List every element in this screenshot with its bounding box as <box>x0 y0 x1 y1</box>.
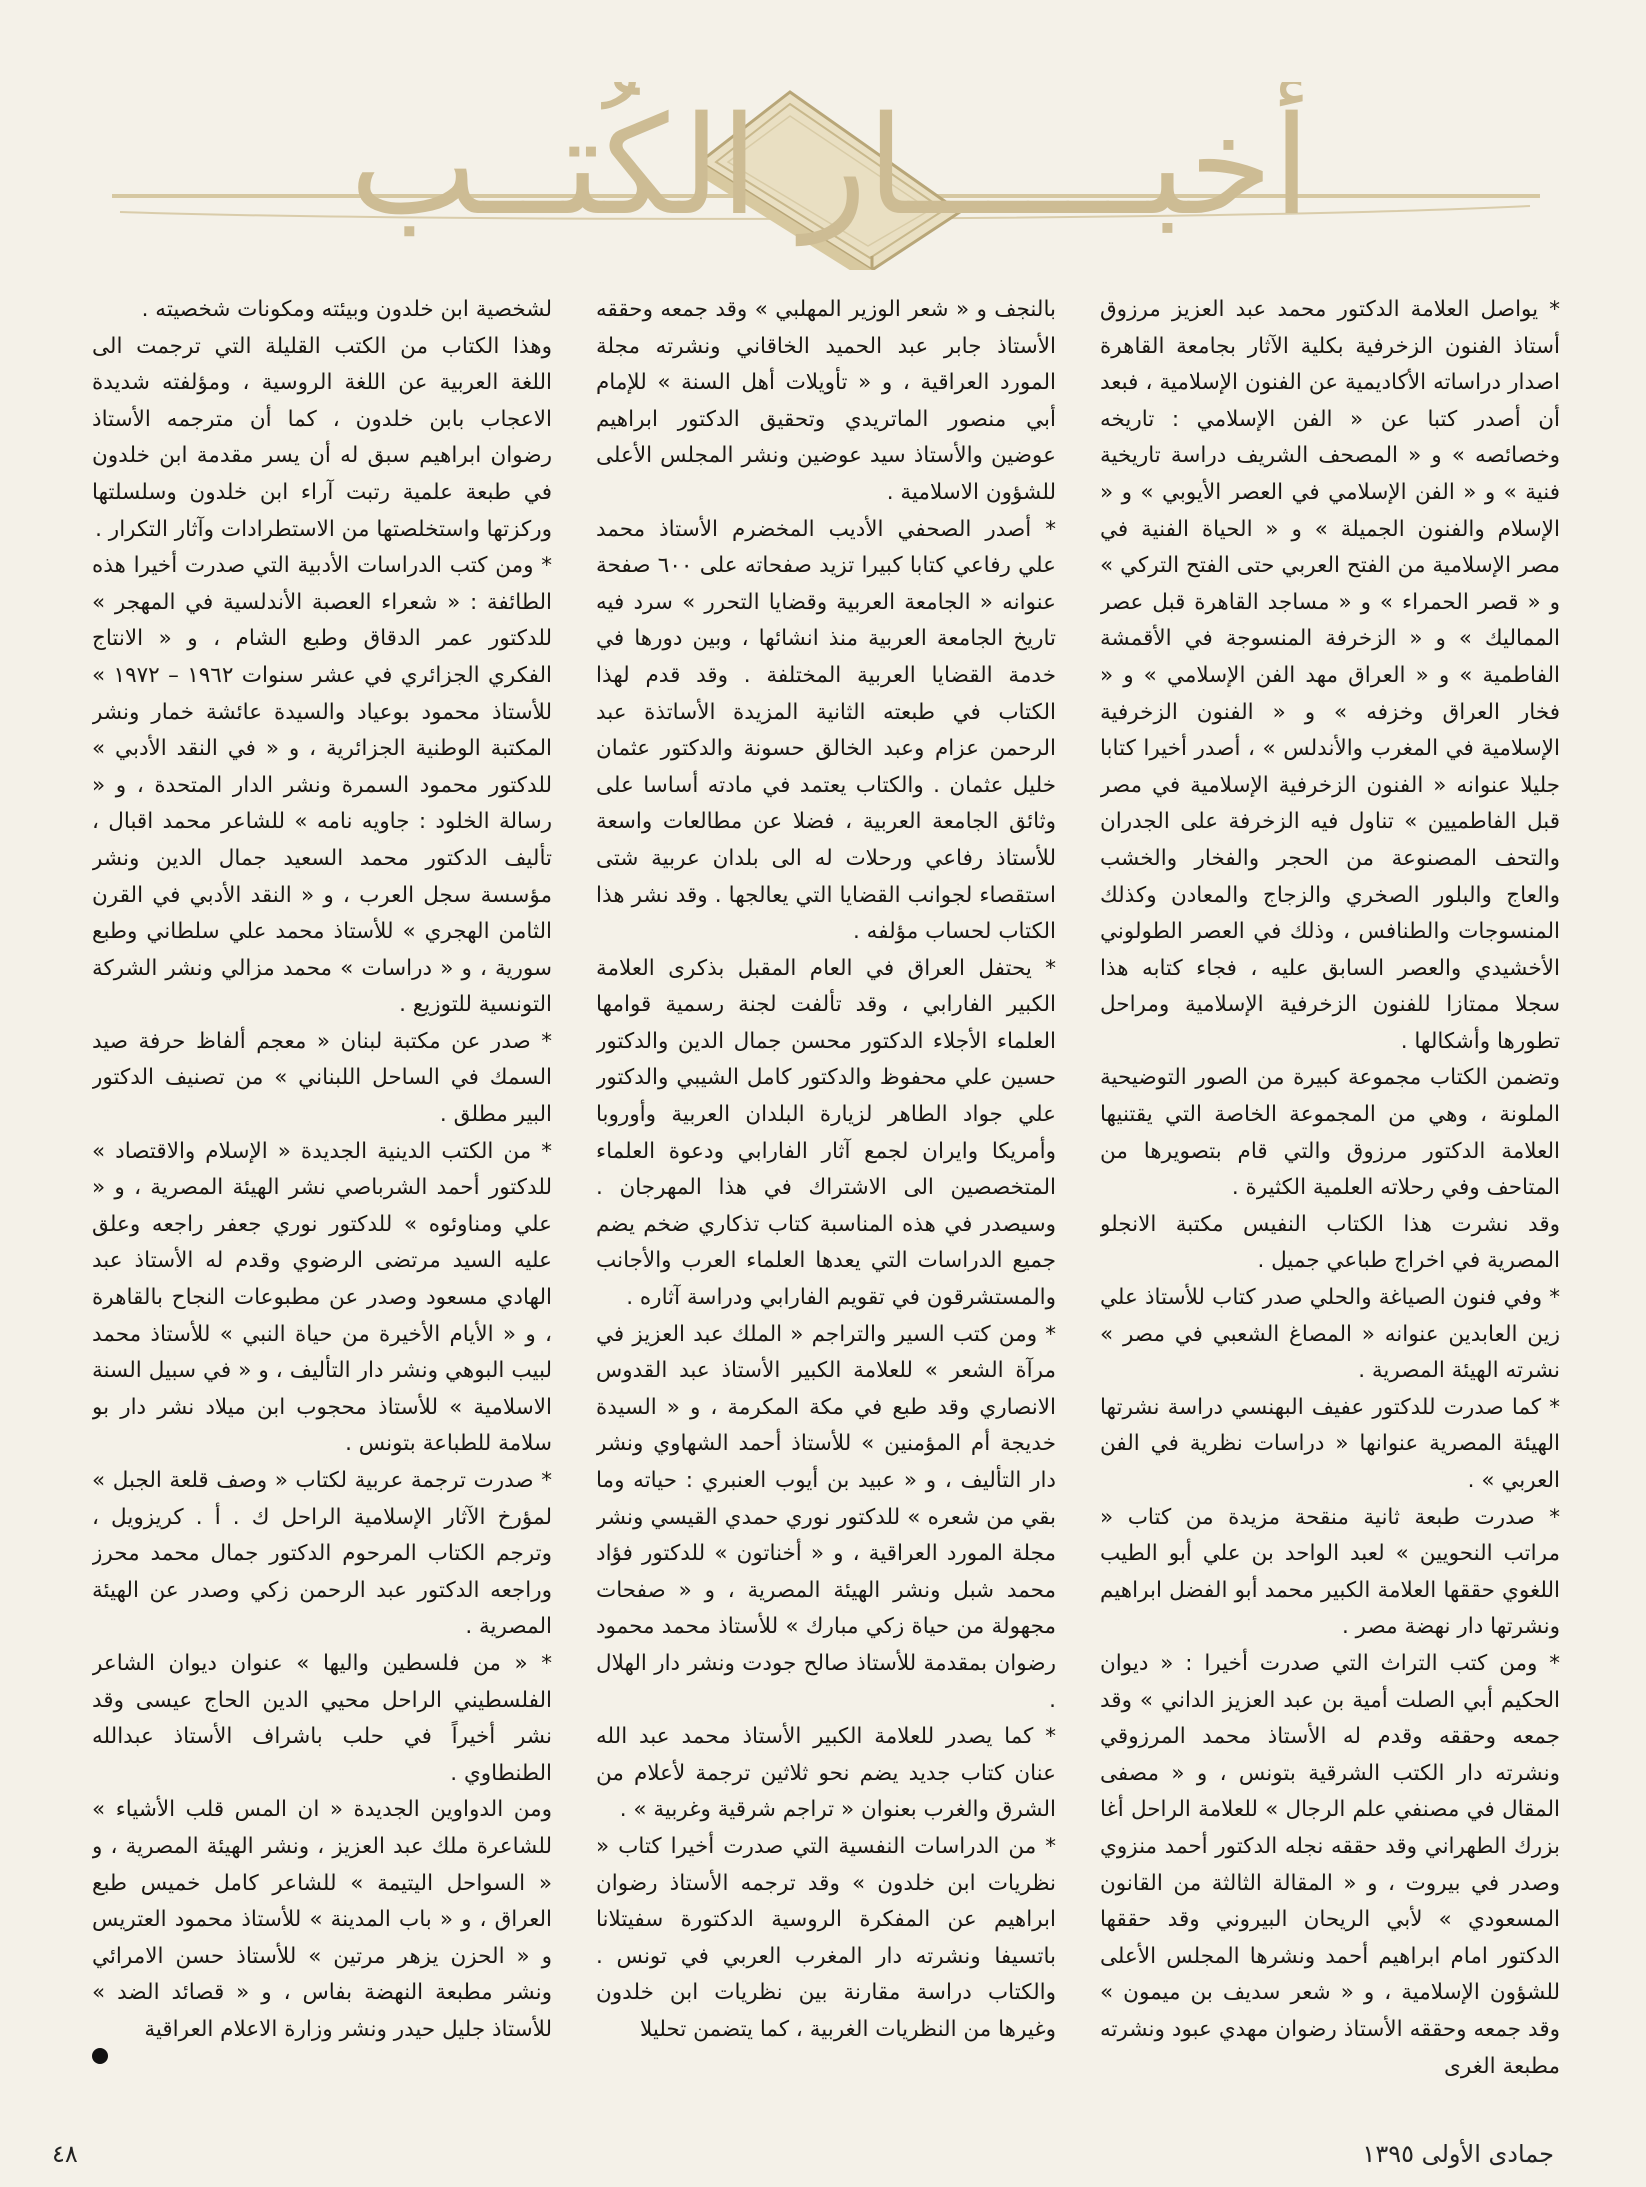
column-right <box>1100 292 1560 2082</box>
news-item: وهذا الكتاب من الكتب القليلة التي ترجمت الى اللغة العربية عن اللغة الروسية ، ومؤلفته شديدة الاعجاب بابن خلدون ، كما أن مترجمه الأستاذ رضوان ابراهيم سبق له أن يسر مقدمة ابن خلدون في طبعة علمية رتبت آراء ابن خلدون وسلسلتها وركزتها واستخلصتها من الاستطرادات وآثار التكرار . <box>92 333 552 542</box>
news-item: * صدرت ترجمة عربية لكتاب « وصف قلعة الجبل » لمؤرخ الآثار الإسلامية الراحل ك . أ . كريزويل ، وترجم الكتاب المرحوم الدكتور جمال محمد محرز وراجعه الدكتور عبد الرحمن زكي وصدر عن الهيئة المصرية . <box>92 1468 552 1640</box>
news-item: * كما صدرت للدكتور عفيف البهنسي دراسة نشرتها الهيئة المصرية عنوانها « دراسات نظرية في الفن العربي » . <box>1100 1394 1560 1493</box>
news-item: بالنجف و « شعر الوزير المهلبي » وقد جمعه وحققه الأستاذ جابر عبد الحميد الخاقاني ونشرته مجلة المورد العراقية ، و « تأويلات أهل السنة » للإمام أبي منصور الماتريدي وتحقيق الدكتور ابراهيم عوضين والأستاذ سيد عوضين ونشر المجلس الأعلى للشؤون الاسلامية . <box>596 297 1056 505</box>
news-item: * ومن كتب التراث التي صدرت أخيرا : « ديوان الحكيم أبي الصلت أمية بن عبد العزيز الداني » وقد جمعه وحققه وقدم له الأستاذ محمد المرزوقي ونشرته دار الكتب الشرقية بتونس ، و « مصفى المقال في مصنفي علم الرجال » للعلامة الراحل أغا بزرك الطهراني وقد حققه نجله الدكتور أحمد منزوي وصدر في بيروت ، و « المقالة الثالثة من القانون المسعودي » لأبي الريحان البيروني وقد حققها الدكتور امام ابراهيم أحمد ونشرها المجلس الأعلى للشؤون الإسلامية ، و « شعر سديف بن ميمون » وقد جمعه وحققه الأستاذ رضوان مهدي عبود ونشرته مطبعة الغرى <box>1100 1650 1560 2079</box>
news-item: * من الكتب الدينية الجديدة « الإسلام والاقتصاد » للدكتور أحمد الشرباصي نشر الهيئة المصرية ، و « علي ومناوئوه » للدكتور نوري جعفر راجعه وعلق عليه السيد مرتضى الرضوي وقدم له الأستاذ عبد الهادي مسعود وصدر عن مطبوعات النجاح بالقاهرة ، و « الأيام الأخيرة من حياة النبي » للأستاذ محمد لبيب البوهي ونشر دار التأليف ، و « في سبيل السنة الاسلامية » للأستاذ محجوب ابن ميلاد نشر دار بو سلامة للطباعة بتونس . <box>92 1138 552 1457</box>
news-item: * ومن كتب السير والتراجم « الملك عبد العزيز في مرآة الشعر » للعلامة الكبير الأستاذ عبد القدوس الانصاري وقد طبع في مكة المكرمة ، و « السيدة خديجة أم المؤمنين » للأستاذ أحمد الشهاوي ونشر دار التأليف ، و « عبيد بن أيوب العنبري : حياته وما بقي من شعره » للدكتور نوري حمدي القيسي ونشر مجلة المورد العراقية ، و « أخناتون » للدكتور فؤاد محمد شبل ونشر الهيئة المصرية ، و « صفحات مجهولة من حياة زكي مبارك » للأستاذ محمد محمود رضوان بمقدمة للأستاذ صالح جودت ونشر دار الهلال . <box>596 1321 1056 1713</box>
news-item: * أصدر الصحفي الأديب المخضرم الأستاذ محمد علي رفاعي كتابا كبيرا تزيد صفحاته على ٦٠٠ صفحة عنوانه « الجامعة العربية وقضايا التحرر » سرد فيه تاريخ الجامعة العربية منذ انشائها ، وبين دورها في خدمة القضايا العربية المختلفة . وقد قدم لهذا الكتاب في طبعته الثانية المزيدة الأساتذة عبد الرحمن عزام وعبد الخالق حسونة والدكتور عثمان خليل عثمان . والكتاب يعتمد في مادته أساسا على وثائق الجامعة العربية ، فضلا عن مطالعات واسعة للأستاذ رفاعي ورحلات له الى بلدان عربية شتى استقصاء لجوانب القضايا التي يعالجها . وقد نشر هذا الكتاب لحساب مؤلفه . <box>596 516 1056 945</box>
news-item: * « من فلسطين واليها » عنوان ديوان الشاعر الفلسطيني الراحل محيي الدين الحاج عيسى وقد نشر أخيراً في حلب باشراف الأستاذ عبدالله الطنطاوي . <box>92 1650 552 1786</box>
news-item: ومن الدواوين الجديدة « ان المس قلب الأشياء » للشاعرة ملك عبد العزيز ، ونشر الهيئة المصرية ، و « السواحل اليتيمة » للشاعر كامل خميس طبع العراق ، و « باب المدينة » للأستاذ محمود العتريس و « الحزن يزهر مرتين » للأستاذ حسن الامرائي ونشر مطبعة النهضة بفاس ، و « قصائد الضد » للأستاذ جليل حيدر ونشر وزارة الاعلام العراقية <box>92 1797 552 2042</box>
page-number: ٤٨ <box>52 2140 78 2168</box>
page-header <box>0 0 1646 270</box>
news-item: * صدرت طبعة ثانية منقحة مزيدة من كتاب « مراتب النحويين » لعبد الواحد بن علي أبو الطيب اللغوي حققها العلامة الكبير محمد أبو الفضل ابراهيم ونشرتها دار نهضة مصر . <box>1100 1504 1560 1640</box>
news-item: * يحتفل العراق في العام المقبل بذكرى العلامة الكبير الفارابي ، وقد تألفت لجنة رسمية قوامها العلماء الأجلاء الدكتور محسن جمال الدين والدكتور حسين علي محفوظ والدكتور كامل الشيبي والدكتور علي جواد الطاهر لزيارة البلدان العربية وأوروبا وأمريكا وايران لجمع آثار الفارابي ودعوة العلماء المتخصصين الى الاشتراك في هذا المهرجان . وسيصدر في هذه المناسبة كتاب تذكاري ضخم يضم جميع الدراسات التي يعدها العلماء العرب والأجانب والمستشرقون في تقويم الفارابي ودراسة آثاره . <box>596 955 1056 1311</box>
end-mark-icon <box>92 2048 108 2064</box>
news-item: * صدر عن مكتبة لبنان « معجم ألفاظ حرفة صيد السمك في الساحل اللبناني » من تصنيف الدكتور البير مطلق . <box>92 1028 552 1128</box>
column-middle <box>596 292 1056 2082</box>
news-item: * كما يصدر للعلامة الكبير الأستاذ محمد عبد الله عنان كتاب جديد يضم نحو ثلاثين ترجمة لأعلام من الشرق والغرب بعنوان « تراجم شرقية وغربية » . <box>596 1724 1056 1823</box>
issue-date: جمادى الأولى ١٣٩٥ <box>1362 2140 1554 2168</box>
news-item: وتضمن الكتاب مجموعة كبيرة من الصور التوضيحية الملونة ، وهي من المجموعة الخاصة التي يقتنيها العلامة الدكتور مرزوق والتي قام بتصويرها من المتاحف وفي رحلاته العلمية الكثيرة . <box>1100 1065 1560 1201</box>
news-item: * وفي فنون الصياغة والحلي صدر كتاب للأستاذ علي زين العابدين عنوانه « المصاغ الشعبي في مصر » نشرته الهيئة المصرية . <box>1100 1285 1560 1384</box>
page-title: أخبــــــار الكُتــب <box>349 88 1311 246</box>
news-item: * ومن كتب الدراسات الأدبية التي صدرت أخيرا هذه الطائفة : « شعراء العصبة الأندلسية في المهجر » للدكتور عمر الدقاق وطبع الشام ، و « الانتاج الفكري الجزائري في عشر سنوات ١٩٦٢ – ١٩٧٢ » للأستاذ محمود بوعياد والسيدة عائشة خمار ونشر المكتبة الوطنية الجزائرية ، و « في النقد الأدبي » للدكتور محمود السمرة ونشر الدار المتحدة ، و « رسالة الخلود : جاويه نامه » للشاعر محمد اقبال ، تأليف الدكتور محمد السعيد جمال الدين ونشر مؤسسة سجل العرب ، و « النقد الأدبي في القرن الثامن الهجري » للأستاذ محمد علي سلطاني وطبع سورية ، و « دراسات » محمد مزالي ونشر الشركة التونسية للتوزيع . <box>92 553 552 1018</box>
column-left <box>92 292 552 2082</box>
news-item: وقد نشرت هذا الكتاب النفيس مكتبة الانجلو المصرية في اخراج طباعي جميل . <box>1100 1211 1560 1274</box>
article-columns <box>92 292 1560 2082</box>
news-item: * من الدراسات النفسية التي صدرت أخيرا كتاب « نظريات ابن خلدون » وقد ترجمه الأستاذ رضوان ابراهيم عن المفكرة الروسية الدكتورة سفيتلانا باتسيفا ونشرته دار المغرب العربي في تونس . والكتاب دراسة مقارنة بين نظريات ابن خلدون وغيرها من النظريات الغربية ، كما يتضمن تحليلا <box>596 1833 1056 2042</box>
news-item: لشخصية ابن خلدون وبيئته ومكونات شخصيته . <box>141 297 552 322</box>
news-item: * يواصل العلامة الدكتور محمد عبد العزيز مرزوق أستاذ الفنون الزخرفية بكلية الآثار بجامعة القاهرة اصدار دراساته الأكاديمية عن الفنون الإسلامية ، فبعد أن أصدر كتبا عن « الفن الإسلامي : تاريخه وخصائصه » و « المصحف الشريف دراسة تاريخية فنية » و « الفن الإسلامي في العصر الأيوبي » و « الإسلام والفنون الجميلة » و « الحياة الفنية في مصر الإسلامية من الفتح العربي حتى الفتح التركي » و « قصر الحمراء » و « مساجد القاهرة قبل عصر المماليك » و « الزخرفة المنسوجة في الأقمشة الفاطمية » و « العراق مهد الفن الإسلامي » و « فخار العراق وخزفه » و « الفنون الزخرفية الإسلامية في المغرب والأندلس » ، أصدر أخيرا كتابا جليلا عنوانه « الفنون الزخرفية الإسلامية في مصر قبل الفاطميين » تناول فيه الزخرفة على الجدران والتحف المصنوعة من الحجر والفخار والخشب والعاج والبلور الصخري والزجاج والمعادن وكذلك المنسوجات والطنافس ، وذلك في العصر الطولوني الأخشيدي والعصر السابق عليه ، فجاء كتابه هذا سجلا ممتازا للفنون الزخرفية الإسلامية ومراحل تطورها وأشكالها . <box>1100 297 1560 1054</box>
